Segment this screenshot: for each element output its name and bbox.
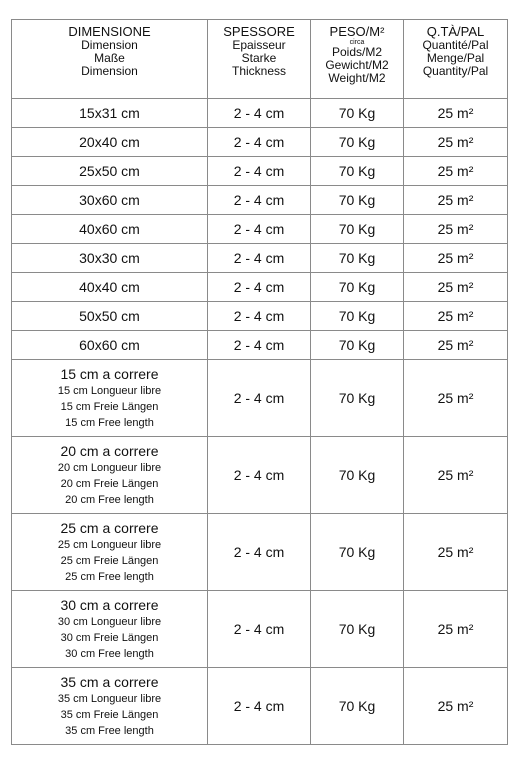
cell-weight: 70 Kg (311, 360, 404, 437)
table-row (12, 244, 508, 273)
dimension-de: 25 cm Freie Längen (60, 554, 159, 567)
dimension-fr: 30 cm Longueur libre (57, 615, 162, 628)
cell-weight: 70 Kg (311, 157, 404, 186)
dimension-it: 35 cm a correre (60, 673, 159, 690)
cell-dimension (12, 591, 208, 668)
cell-dimension: 60x60 cm (12, 331, 208, 360)
cell-thickness: 2 - 4 cm (208, 360, 311, 437)
dimension-fr: 20 cm Longueur libre (57, 461, 162, 474)
cell-thickness: 2 - 4 cm (208, 302, 311, 331)
cell-weight: 70 Kg (311, 437, 404, 514)
dimension-it: 20 cm a correre (60, 442, 159, 459)
dimension-de: 15 cm Freie Längen (60, 400, 159, 413)
cell-dimension: 15x31 cm (12, 99, 208, 128)
cell-quantity: 25 m² (404, 157, 508, 186)
cell-dimension: 30x30 cm (12, 244, 208, 273)
cell-thickness: 2 - 4 cm (208, 331, 311, 360)
cell-thickness: 2 - 4 cm (208, 186, 311, 215)
dimension-en: 35 cm Free length (65, 724, 154, 737)
dimension-de: 20 cm Freie Längen (60, 477, 159, 490)
dimension-de: 35 cm Freie Längen (60, 708, 159, 721)
table-row (12, 514, 508, 591)
header-thickness-title: SPESSORE (223, 24, 295, 39)
cell-dimension: 25x50 cm (12, 157, 208, 186)
header-thickness-de: Starke (241, 51, 277, 65)
header-quantity (404, 20, 508, 99)
cell-quantity: 25 m² (404, 302, 508, 331)
table-row (12, 591, 508, 668)
dimension-en: 20 cm Free length (65, 493, 154, 506)
cell-weight: 70 Kg (311, 514, 404, 591)
table-row (12, 157, 508, 186)
dimension-en: 15 cm Free length (65, 416, 154, 429)
cell-quantity: 25 m² (404, 437, 508, 514)
dimension-fr: 35 cm Longueur libre (57, 692, 162, 705)
header-dimension-fr: Dimension (81, 38, 138, 52)
cell-thickness: 2 - 4 cm (208, 514, 311, 591)
header-weight-de: Gewicht/M2 (325, 58, 389, 72)
cell-thickness: 2 - 4 cm (208, 244, 311, 273)
dimension-de: 30 cm Freie Längen (60, 631, 159, 644)
cell-weight: 70 Kg (311, 244, 404, 273)
header-quantity-en: Quantity/Pal (422, 64, 489, 78)
cell-dimension: 30x60 cm (12, 186, 208, 215)
table-row (12, 273, 508, 302)
cell-weight: 70 Kg (311, 591, 404, 668)
cell-thickness: 2 - 4 cm (208, 591, 311, 668)
header-quantity-de: Menge/Pal (426, 51, 485, 65)
cell-quantity: 25 m² (404, 591, 508, 668)
cell-thickness: 2 - 4 cm (208, 273, 311, 302)
table-row (12, 215, 508, 244)
header-weight-fr: Poids/M2 (331, 45, 383, 59)
table-row (12, 437, 508, 514)
dimension-it: 25 cm a correre (60, 519, 159, 536)
header-quantity-title: Q.TÀ/PAL (426, 24, 485, 39)
table-row (12, 302, 508, 331)
cell-thickness: 2 - 4 cm (208, 668, 311, 745)
cell-thickness: 2 - 4 cm (208, 99, 311, 128)
cell-dimension: 40x40 cm (12, 273, 208, 302)
cell-weight: 70 Kg (311, 215, 404, 244)
cell-quantity: 25 m² (404, 99, 508, 128)
header-thickness (208, 20, 311, 99)
cell-weight: 70 Kg (311, 302, 404, 331)
cell-quantity: 25 m² (404, 244, 508, 273)
header-weight (311, 20, 404, 99)
header-dimension-en: Dimension (81, 64, 138, 78)
table-row (12, 668, 508, 745)
cell-thickness: 2 - 4 cm (208, 437, 311, 514)
header-weight-en: Weight/M2 (328, 71, 386, 85)
cell-dimension: 20x40 cm (12, 128, 208, 157)
table-row (12, 331, 508, 360)
header-dimension (12, 20, 208, 99)
cell-weight: 70 Kg (311, 128, 404, 157)
cell-quantity: 25 m² (404, 186, 508, 215)
cell-quantity: 25 m² (404, 514, 508, 591)
header-thickness-fr: Epaisseur (232, 38, 286, 52)
table-row (12, 99, 508, 128)
cell-quantity: 25 m² (404, 128, 508, 157)
table-row (12, 360, 508, 437)
cell-weight: 70 Kg (311, 273, 404, 302)
cell-dimension: 40x60 cm (12, 215, 208, 244)
cell-quantity: 25 m² (404, 215, 508, 244)
cell-dimension (12, 437, 208, 514)
cell-dimension: 50x50 cm (12, 302, 208, 331)
cell-dimension (12, 514, 208, 591)
table-header-row (12, 20, 508, 99)
cell-dimension (12, 668, 208, 745)
spec-table-container (11, 19, 507, 745)
header-weight-note: circa (349, 39, 365, 46)
cell-weight: 70 Kg (311, 99, 404, 128)
header-quantity-fr: Quantité/Pal (422, 38, 489, 52)
cell-quantity: 25 m² (404, 668, 508, 745)
cell-quantity: 25 m² (404, 331, 508, 360)
header-thickness-en: Thickness (231, 64, 287, 78)
cell-thickness: 2 - 4 cm (208, 157, 311, 186)
cell-weight: 70 Kg (311, 668, 404, 745)
cell-dimension (12, 360, 208, 437)
dimension-fr: 25 cm Longueur libre (57, 538, 162, 551)
cell-weight: 70 Kg (311, 186, 404, 215)
header-dimension-de: Maße (94, 51, 125, 65)
cell-thickness: 2 - 4 cm (208, 128, 311, 157)
spec-table (11, 19, 508, 745)
dimension-it: 15 cm a correre (60, 365, 159, 382)
dimension-en: 25 cm Free length (65, 570, 154, 583)
cell-weight: 70 Kg (311, 331, 404, 360)
dimension-it: 30 cm a correre (60, 596, 159, 613)
header-weight-title: PESO/M² (329, 24, 385, 39)
cell-quantity: 25 m² (404, 273, 508, 302)
table-row (12, 128, 508, 157)
dimension-fr: 15 cm Longueur libre (57, 384, 162, 397)
cell-quantity: 25 m² (404, 360, 508, 437)
table-row (12, 186, 508, 215)
header-dimension-title: DIMENSIONE (68, 24, 151, 39)
cell-thickness: 2 - 4 cm (208, 215, 311, 244)
dimension-en: 30 cm Free length (65, 647, 154, 660)
